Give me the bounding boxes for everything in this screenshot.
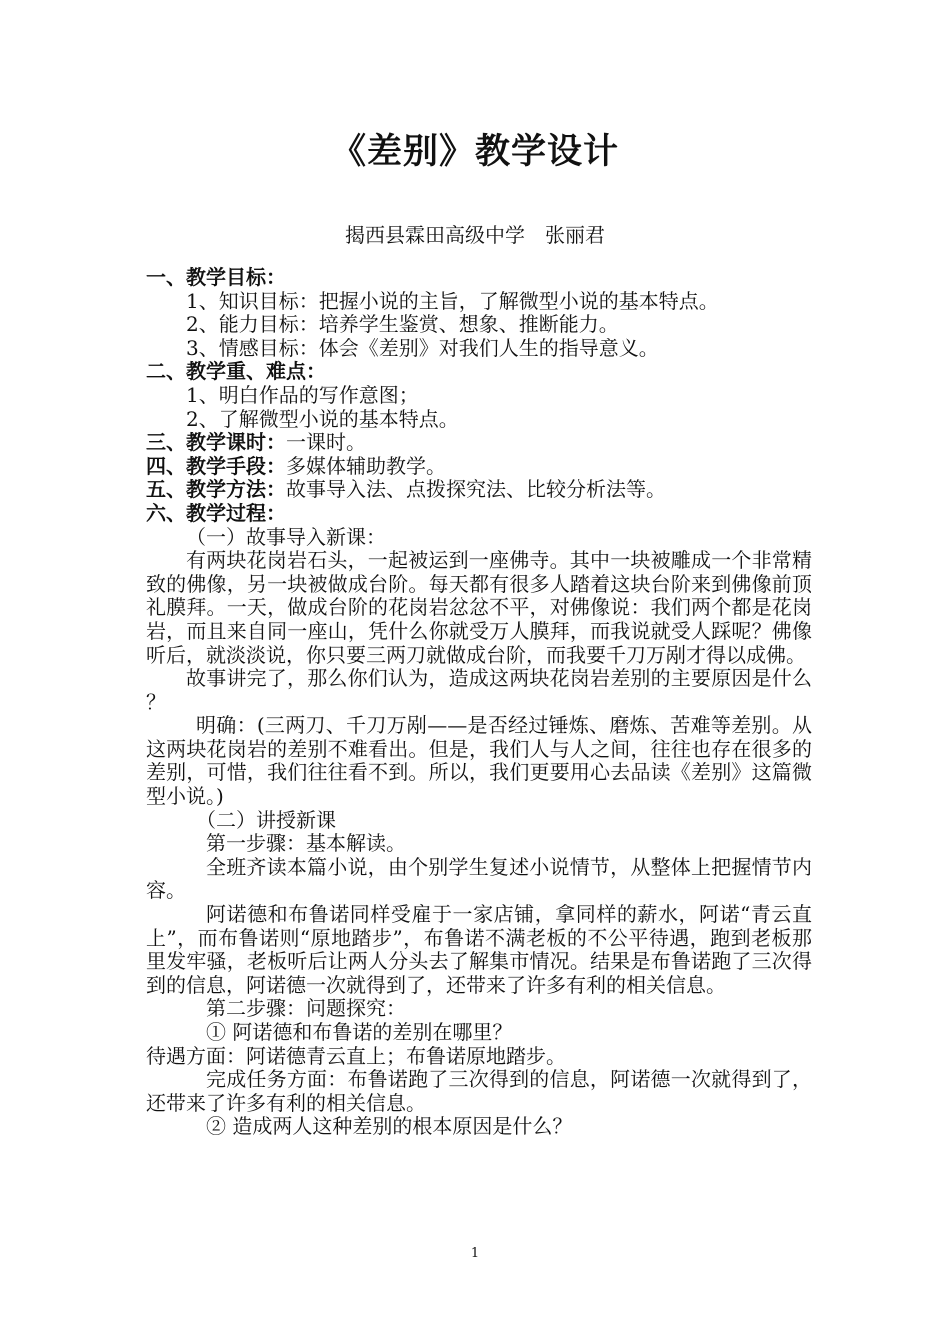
- section-heading-process: 六、教学过程：: [146, 500, 286, 525]
- key-point-item: 1、明白作品的写作意图；: [186, 382, 419, 407]
- section-heading-objectives: 一、教学目标：: [146, 265, 286, 289]
- part-heading-story-intro: （一）故事导入新课：: [186, 524, 386, 549]
- section-heading-key-points: 二、教学重、难点：: [146, 359, 326, 384]
- document-title: 《差别》教学设计: [330, 132, 619, 172]
- answer-treatment: 待遇方面：阿诺德青云直上；布鲁诺原地踏步。: [146, 1043, 566, 1068]
- section-heading-teaching-means: 四、教学手段：: [146, 453, 286, 478]
- key-point-item: 2、了解微型小说的基本特点。: [186, 406, 459, 431]
- clarify-paragraph: 明确：(三两刀、千刀万剐——是否经过锤炼、磨炼、苦难等差别。从这两块花岗岩的差别不难看出。但是，我们人与人之间，往往也存在很多的差别，可惜，我们往往看不到。所以，我们更要用心去品读《差别》这篇微型小说。): [146, 713, 812, 809]
- story-paragraph: 有两块花岗岩石头，一起被运到一座佛寺。其中一块被雕成一个非常精致的佛像，另一块被做成台阶。每天都有很多人踏着这块台阶来到佛像前顶礼膜拜。一天，做成台阶的花岗岩忿忿不平，对佛像说：我们两个都是花岗岩，而且来自同一座山，凭什么你就受万人膜拜，而我说就受人踩呢？佛像听后，就淡淡说，你只要三两刀就做成台阶，而我要千刀万剐才得以成佛。: [146, 548, 812, 667]
- part-heading-new-lesson: （二）讲授新课: [196, 807, 336, 832]
- section-teaching-methods: 五、教学方法：故事导入法、点拨探究法、比较分析法等。: [146, 477, 666, 502]
- step-one-text: 全班齐读本篇小说，由个别学生复述小说情节，从整体上把握情节内容。: [146, 854, 812, 903]
- step-one-heading: 第一步骤：基本解读。: [206, 831, 406, 856]
- objective-item: 2、能力目标：培养学生鉴赏、想象、推断能力。: [186, 312, 619, 337]
- page-number: 1: [470, 1246, 480, 1261]
- section-heading-teaching-methods: 五、教学方法：: [146, 477, 286, 502]
- question-two: ② 造成两人这种差别的根本原因是什么？: [206, 1114, 573, 1139]
- question-one: ① 阿诺德和布鲁诺的差别在哪里？: [206, 1020, 513, 1044]
- section-teaching-means: 四、教学手段：多媒体辅助教学。: [146, 453, 446, 478]
- answer-task: 完成任务方面：布鲁诺跑了三次得到的信息，阿诺德一次就得到了，还带来了许多有利的相关信息。: [146, 1067, 812, 1115]
- author-line: 揭西县霖田高级中学 张丽君: [345, 223, 605, 247]
- step-two-heading: 第二步骤：问题探究：: [206, 996, 406, 1021]
- objective-item: 3、情感目标：体会《差别》对我们人生的指导意义。: [186, 335, 659, 360]
- story-question: 故事讲完了，那么你们认为，造成这两块花岗岩差别的主要原因是什么 ？: [146, 666, 812, 714]
- objective-item: 1、知识目标：把握小说的主旨，了解微型小说的基本特点。: [186, 288, 719, 313]
- section-class-hours: 三、教学课时：一课时。: [146, 430, 366, 455]
- document-body: [146, 266, 812, 1139]
- plot-summary: 阿诺德和布鲁诺同样受雇于一家店铺，拿同样的薪水，阿诺“青云直上”，而布鲁诺则“原地踏步”，布鲁诺不满老板的不公平待遇，跑到老板那里发牢骚，老板听后让两人分头去了解集市情况。结果是布鲁诺跑了三次得到的信息，阿诺德一次就得到了，还带来了许多有利的相关信息。: [146, 902, 812, 997]
- section-heading-class-hours: 三、教学课时：: [146, 430, 286, 455]
